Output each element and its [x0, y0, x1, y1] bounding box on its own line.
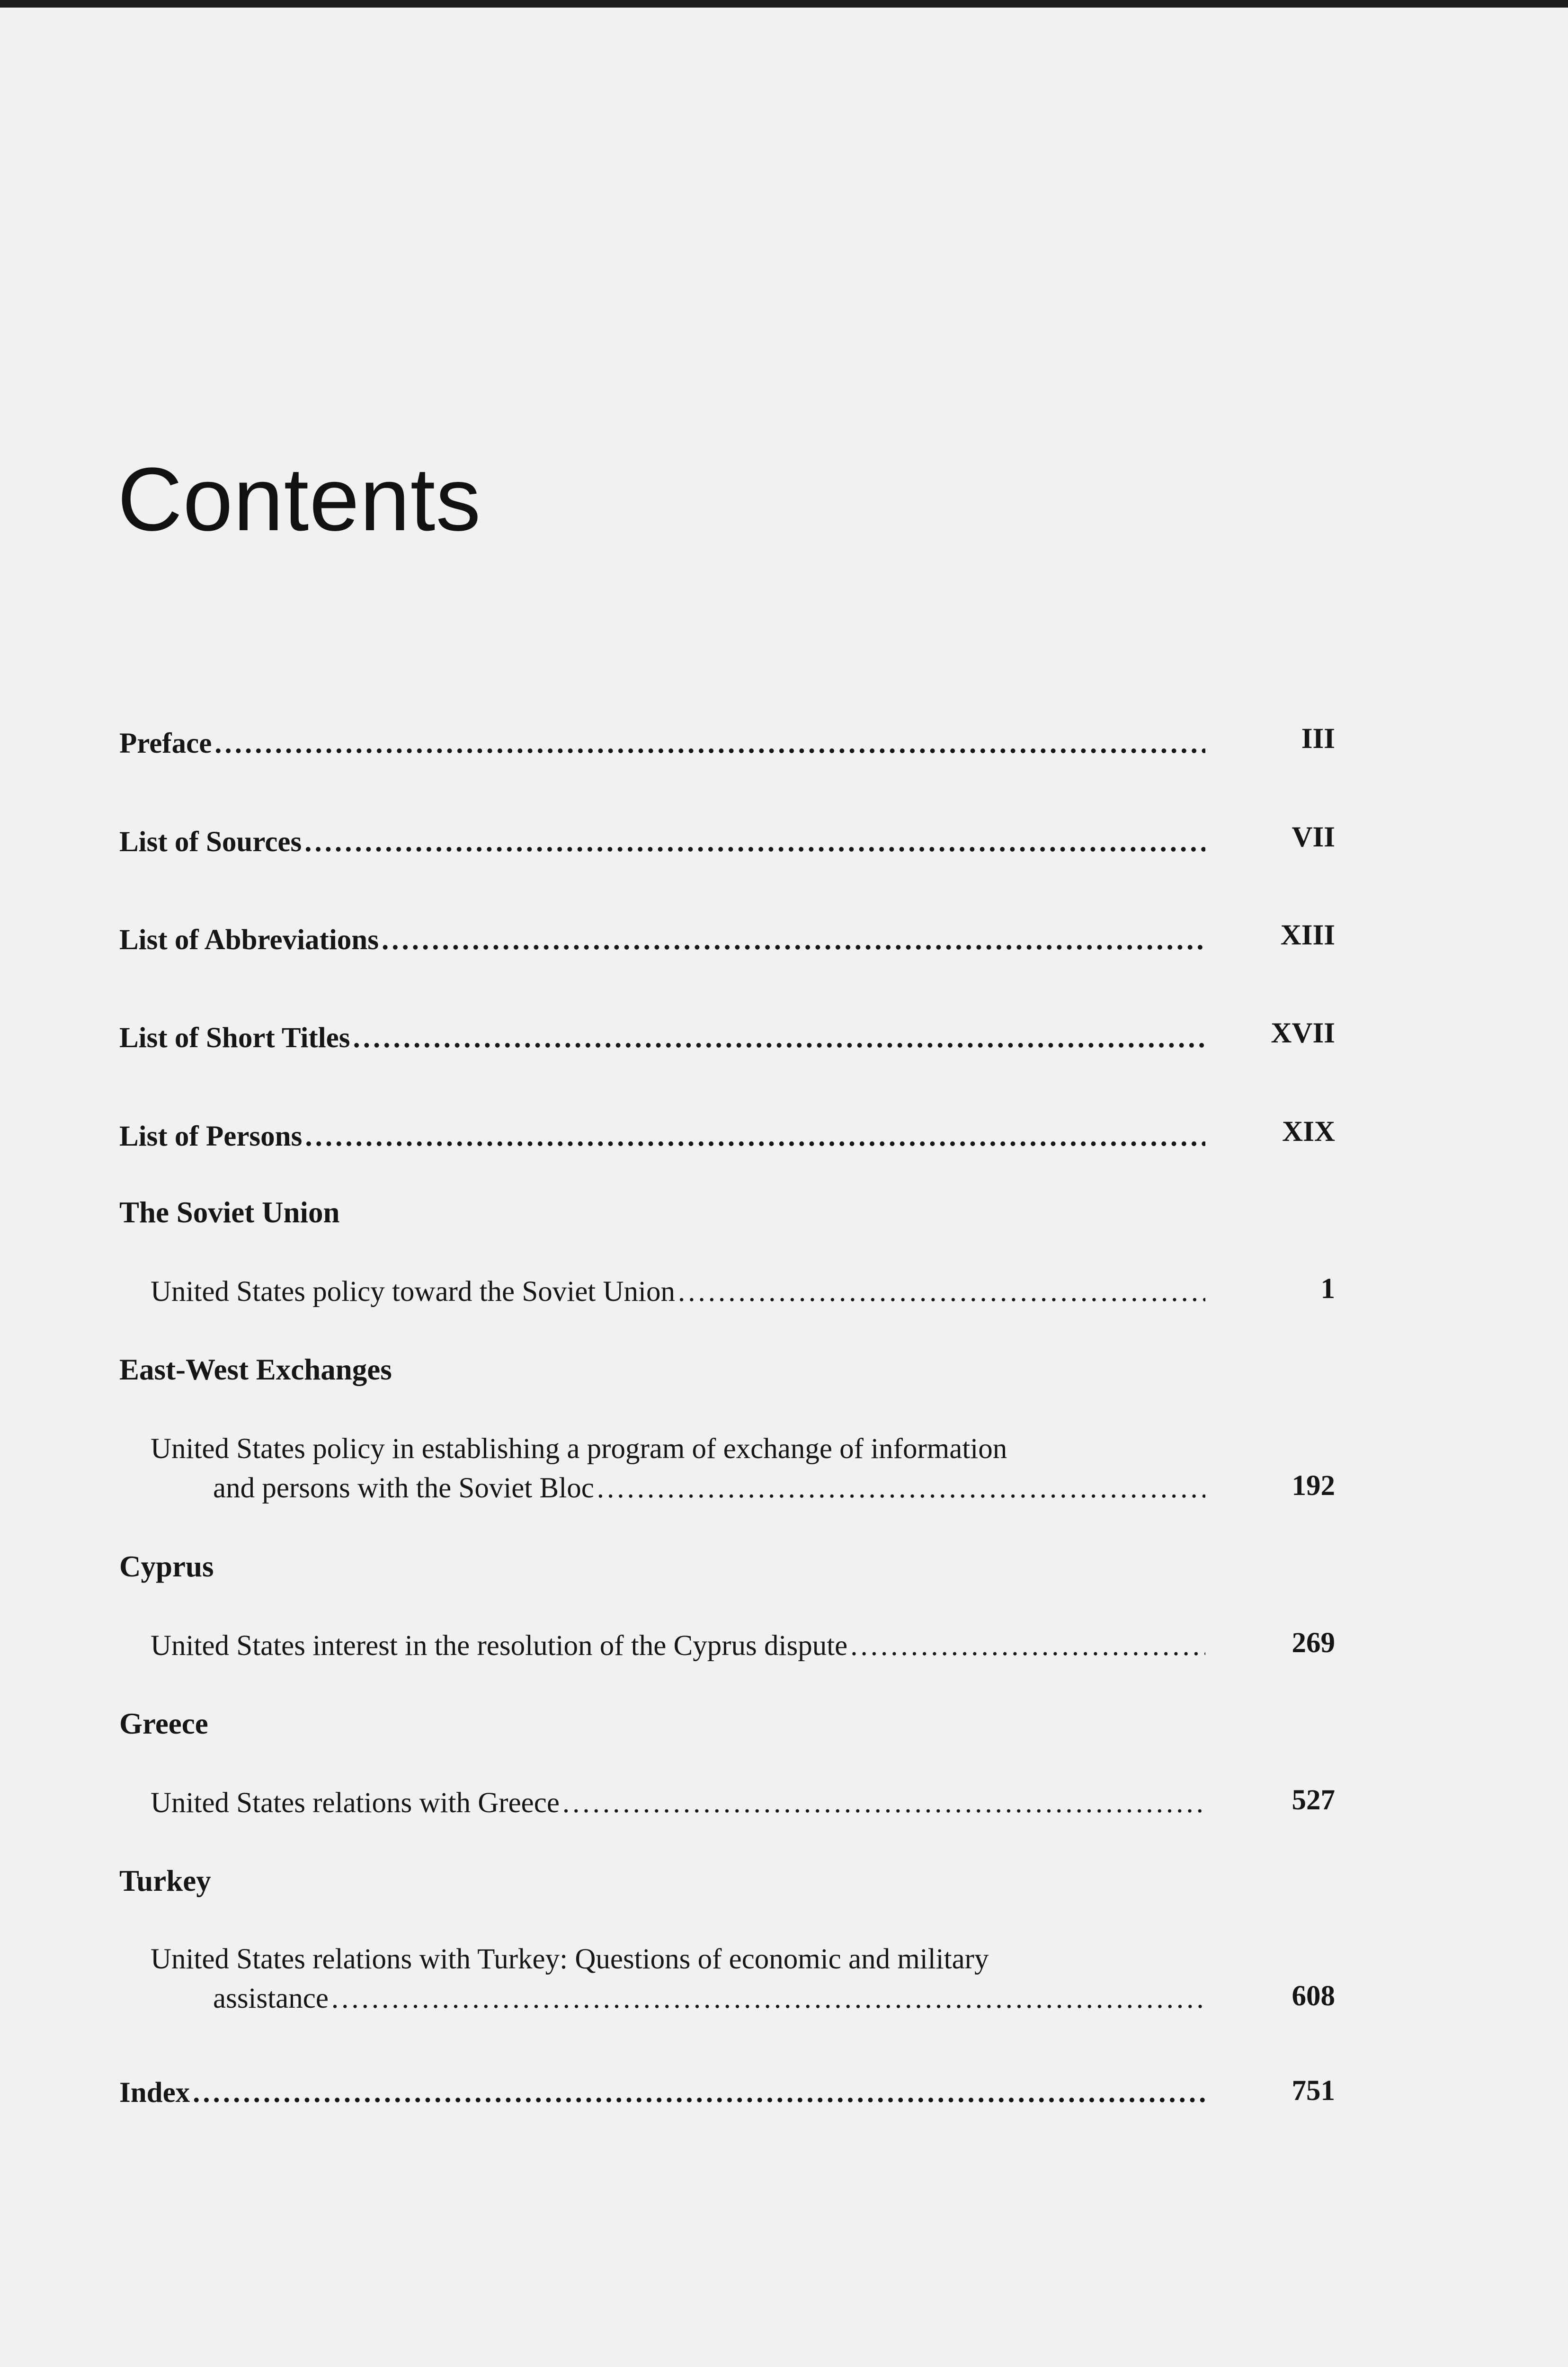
toc-entry-index[interactable]	[119, 2078, 1207, 2107]
page-title: Contents	[117, 449, 481, 550]
toc-page-number: VII	[1292, 821, 1335, 853]
dot-leader	[850, 1631, 1205, 1660]
toc-entry-label: List of Persons	[119, 1121, 303, 1152]
toc-entry-label: List of Abbreviations	[119, 924, 379, 956]
toc-entry-label: Preface	[119, 728, 212, 759]
section-heading-greece: Greece	[119, 1707, 208, 1740]
toc-entry-list-of-sources[interactable]	[119, 828, 1207, 856]
toc-entry-label-line-1: United States relations with Turkey: Questions of economic and military	[151, 1943, 989, 1975]
toc-entry-label: List of Sources	[119, 826, 302, 858]
top-rule	[0, 0, 1568, 8]
toc-page-number: 608	[1292, 1980, 1335, 2012]
section-heading-cyprus: Cyprus	[119, 1550, 214, 1583]
toc-entry-label-line-1: United States policy in establishing a program of exchange of information	[151, 1433, 1007, 1465]
toc-page-number: 269	[1292, 1627, 1335, 1659]
toc-entry-label-line-2: assistance	[213, 1983, 329, 2014]
dot-leader	[331, 1984, 1205, 2013]
toc-entry-label: United States relations with Greece	[151, 1787, 560, 1819]
toc-page-number: XVII	[1271, 1017, 1335, 1049]
toc-page-number: 751	[1292, 2075, 1335, 2107]
toc-entry-cyprus-dispute[interactable]	[151, 1631, 1207, 1660]
dot-leader	[562, 1789, 1205, 1817]
section-heading-soviet-union: The Soviet Union	[119, 1196, 340, 1229]
toc-entry-label: Index	[119, 2077, 190, 2109]
dot-leader	[382, 925, 1205, 954]
toc-page-number: III	[1301, 723, 1335, 755]
section-heading-east-west-exchanges: East-West Exchanges	[119, 1353, 392, 1386]
toc-entry-greece-relations[interactable]	[151, 1789, 1207, 1817]
toc-entry-label: United States policy toward the Soviet Union	[151, 1276, 676, 1308]
dot-leader	[305, 1122, 1205, 1151]
toc-page-number: 1	[1320, 1273, 1335, 1305]
section-heading-turkey: Turkey	[119, 1864, 211, 1897]
toc-entry-east-west-exchanges[interactable]	[151, 1434, 1207, 1503]
toc-entry-label: List of Short Titles	[119, 1022, 350, 1054]
toc-page-number: XIII	[1280, 919, 1335, 951]
toc-entry-list-of-abbreviations[interactable]	[119, 925, 1207, 954]
toc-entry-list-of-short-titles[interactable]	[119, 1023, 1207, 1052]
dot-leader	[214, 729, 1205, 758]
toc-page-number: XIX	[1282, 1116, 1335, 1148]
toc-page-number: 192	[1292, 1470, 1335, 1502]
toc-entry-preface[interactable]	[119, 729, 1207, 758]
toc-entry-turkey-relations[interactable]	[151, 1945, 1207, 2013]
dot-leader	[678, 1277, 1205, 1306]
toc-entry-list-of-persons[interactable]	[119, 1122, 1207, 1151]
dot-leader	[304, 828, 1205, 856]
toc-page-number: 527	[1292, 1784, 1335, 1816]
dot-leader	[193, 2078, 1205, 2107]
toc-entry-soviet-union-policy[interactable]	[151, 1277, 1207, 1306]
dot-leader	[597, 1474, 1205, 1503]
toc-entry-label-line-2: and persons with the Soviet Bloc	[213, 1472, 594, 1504]
dot-leader	[353, 1023, 1206, 1052]
toc-entry-label: United States interest in the resolution of the Cyprus dispute	[151, 1630, 848, 1662]
